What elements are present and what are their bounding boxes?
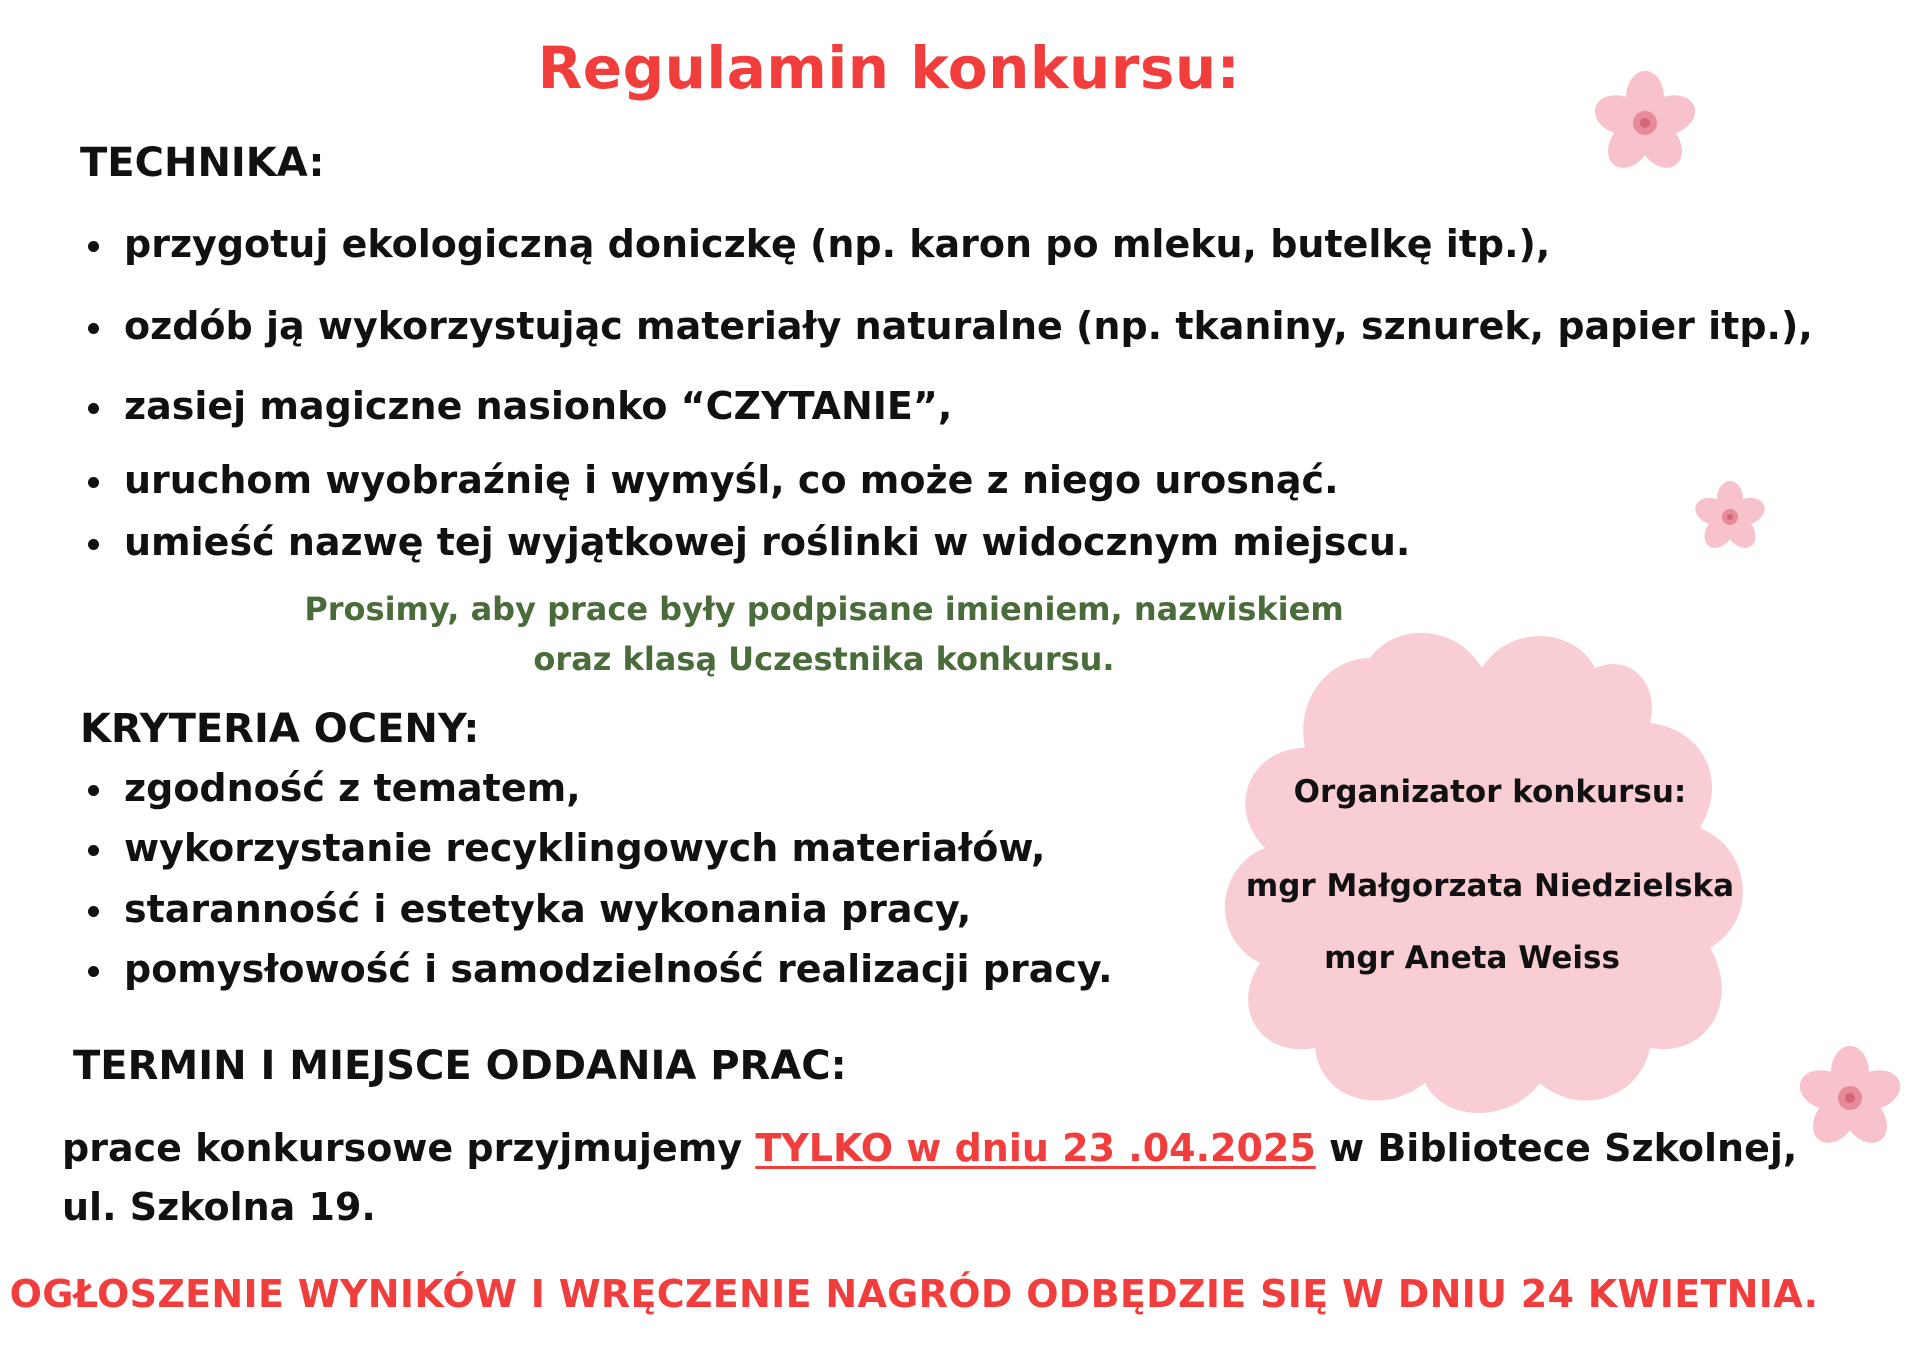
bullet-icon bbox=[88, 323, 99, 334]
bullet-icon bbox=[88, 966, 99, 977]
kryteria-heading: KRYTERIA OCENY: bbox=[80, 706, 480, 752]
organizer-name: mgr Małgorzata Niedzielska bbox=[1245, 868, 1735, 904]
list-item: zasiej magiczne nasionko “CZYTANIE”, bbox=[124, 384, 952, 428]
bullet-icon bbox=[88, 477, 99, 488]
page-title: Regulamin konkursu: bbox=[537, 34, 1241, 102]
organizer-name: mgr Aneta Weiss bbox=[1324, 940, 1620, 976]
technika-heading: TECHNIKA: bbox=[80, 140, 325, 186]
organizer-heading: Organizator konkursu: bbox=[1293, 774, 1687, 810]
bullet-icon bbox=[88, 241, 99, 252]
cherry-blossom-icon bbox=[1795, 1043, 1905, 1153]
list-item: zgodność z tematem, bbox=[124, 766, 581, 810]
bullet-icon bbox=[88, 539, 99, 550]
termin-details-line2: ul. Szkolna 19. bbox=[62, 1185, 376, 1229]
signature-note-line2: oraz klasą Uczestnika konkursu. bbox=[533, 640, 1115, 678]
bullet-icon bbox=[88, 906, 99, 917]
termin-heading: TERMIN I MIEJSCE ODDANIA PRAC: bbox=[73, 1043, 847, 1089]
results-announcement: OGŁOSZENIE WYNIKÓW I WRĘCZENIE NAGRÓD ODBĘDZIE SIĘ W DNIU 24 KWIETNIA. bbox=[9, 1272, 1819, 1316]
termin-details-line1: prace konkursowe przyjmujemy TYLKO w dniu 23 .04.2025 w Bibliotece Szkolnej, bbox=[62, 1126, 1798, 1170]
list-item: wykorzystanie recyklingowych materiałów, bbox=[124, 826, 1045, 870]
cherry-blossom-icon bbox=[1690, 477, 1770, 557]
list-item: umieść nazwę tej wyjątkowej roślinki w widocznym miejscu. bbox=[124, 520, 1410, 564]
bullet-icon bbox=[88, 403, 99, 414]
cherry-blossom-icon bbox=[1590, 68, 1700, 178]
deadline-date: TYLKO w dniu 23 .04.2025 bbox=[755, 1126, 1316, 1170]
list-item: staranność i estetyka wykonania pracy, bbox=[124, 887, 971, 931]
list-item: uruchom wyobraźnię i wymyśl, co może z niego urosnąć. bbox=[124, 458, 1339, 502]
signature-note-line1: Prosimy, aby prace były podpisane imieniem, nazwiskiem bbox=[304, 590, 1344, 628]
list-item: ozdób ją wykorzystując materiały naturalne (np. tkaniny, sznurek, papier itp.), bbox=[124, 304, 1813, 348]
list-item: pomysłowość i samodzielność realizacji pracy. bbox=[124, 947, 1113, 991]
bullet-icon bbox=[88, 785, 99, 796]
list-item: przygotuj ekologiczną doniczkę (np. karon po mleku, butelkę itp.), bbox=[124, 222, 1550, 266]
bullet-icon bbox=[88, 845, 99, 856]
